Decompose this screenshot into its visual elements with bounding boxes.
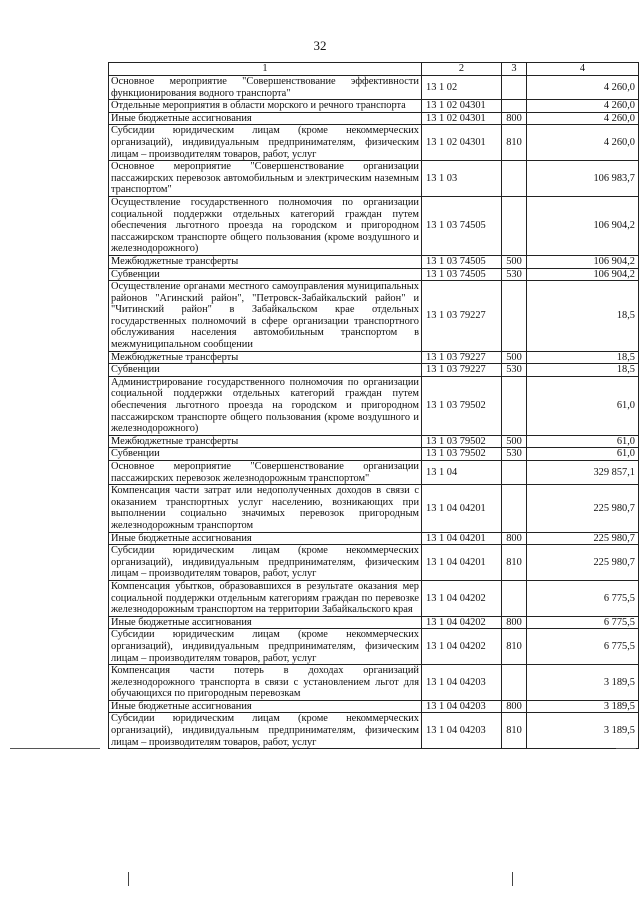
scan-margin-mark-left	[10, 748, 100, 749]
row-code-cell: 13 1 04 04203	[422, 665, 502, 701]
row-name-cell: Отдельные мероприятия в области морского и речного транспорта	[109, 100, 422, 113]
budget-table	[108, 62, 639, 749]
row-type-cell: 810	[502, 629, 527, 665]
row-type-cell: 800	[502, 112, 527, 125]
row-amount-cell: 4 260,0	[527, 125, 639, 161]
row-name-cell: Осуществление государственного полномочия по организации социальной поддержки отдельных категорий граждан путем обеспечения льготного проезда на городском и пригородном пассажирском транспорте общего пользования (кроме воздушного и железнодорожного)	[109, 196, 422, 255]
header-col-code: 2	[422, 63, 502, 76]
table-body	[109, 76, 639, 749]
row-name-cell: Иные бюджетные ассигнования	[109, 532, 422, 545]
page-number: 32	[313, 38, 327, 53]
row-type-cell: 800	[502, 616, 527, 629]
table-row	[109, 665, 639, 701]
table-row	[109, 700, 639, 713]
row-name-cell: Субсидии юридическим лицам (кроме некоммерческих организаций), индивидуальным предпринимателям, физическим лицам – производителям товаров, работ, услуг	[109, 125, 422, 161]
row-amount-cell: 225 980,7	[527, 545, 639, 581]
scan-margin-mark-right	[616, 748, 636, 749]
row-type-cell	[502, 580, 527, 616]
row-code-cell: 13 1 03	[422, 161, 502, 197]
row-name-cell: Межбюджетные трансферты	[109, 435, 422, 448]
row-code-cell: 13 1 02	[422, 76, 502, 100]
table-row	[109, 616, 639, 629]
row-type-cell: 800	[502, 532, 527, 545]
row-amount-cell: 225 980,7	[527, 532, 639, 545]
table-row	[109, 112, 639, 125]
row-code-cell: 13 1 04 04203	[422, 713, 502, 749]
row-amount-cell: 4 260,0	[527, 100, 639, 113]
row-amount-cell: 4 260,0	[527, 112, 639, 125]
row-code-cell: 13 1 03 79502	[422, 435, 502, 448]
row-amount-cell: 106 983,7	[527, 161, 639, 197]
row-code-cell: 13 1 02 04301	[422, 112, 502, 125]
table-row	[109, 545, 639, 581]
table-row	[109, 629, 639, 665]
row-amount-cell: 18,5	[527, 364, 639, 377]
row-name-cell: Компенсация части потерь в доходах организаций железнодорожного транспорта в связи с установлением льгот для обучающихся по пригородным перевозкам	[109, 665, 422, 701]
row-code-cell: 13 1 03 79227	[422, 351, 502, 364]
row-amount-cell: 6 775,5	[527, 580, 639, 616]
row-amount-cell: 3 189,5	[527, 700, 639, 713]
table-row	[109, 713, 639, 749]
row-amount-cell: 3 189,5	[527, 713, 639, 749]
row-type-cell	[502, 100, 527, 113]
scan-tick-right	[512, 872, 513, 886]
row-code-cell: 13 1 03 74505	[422, 255, 502, 268]
row-code-cell: 13 1 03 74505	[422, 196, 502, 255]
table-row	[109, 532, 639, 545]
row-amount-cell: 225 980,7	[527, 485, 639, 532]
row-name-cell: Субсидии юридическим лицам (кроме некоммерческих организаций), индивидуальным предпринимателям, физическим лицам – производителям товаров, работ, услуг	[109, 713, 422, 749]
row-type-cell	[502, 281, 527, 352]
row-type-cell	[502, 665, 527, 701]
scan-tick-left	[128, 872, 129, 886]
row-name-cell: Субвенции	[109, 448, 422, 461]
table-row	[109, 461, 639, 485]
row-type-cell: 810	[502, 545, 527, 581]
row-amount-cell: 61,0	[527, 376, 639, 435]
table-row	[109, 161, 639, 197]
row-name-cell: Компенсация убытков, образовавшихся в результате оказания мер социальной поддержки отдельным категориям граждан по перевозке железнодорожным транспортом на территории Забайкальского края	[109, 580, 422, 616]
row-code-cell: 13 1 04 04202	[422, 580, 502, 616]
row-type-cell: 500	[502, 351, 527, 364]
row-code-cell: 13 1 04 04201	[422, 485, 502, 532]
table-row	[109, 125, 639, 161]
row-type-cell	[502, 161, 527, 197]
row-name-cell: Компенсация части затрат или недополученных доходов в связи с оказанием транспортных услуг населению, возникающих при выполнении социально значимых перевозок пригородным железнодорожным транспортом	[109, 485, 422, 532]
row-name-cell: Иные бюджетные ассигнования	[109, 700, 422, 713]
row-type-cell	[502, 376, 527, 435]
row-amount-cell: 61,0	[527, 435, 639, 448]
table-row	[109, 100, 639, 113]
table-row	[109, 580, 639, 616]
row-name-cell: Осуществление органами местного самоуправления муниципальных районов "Агинский район", "Петровск-Забайкальский район" и "Читинский район" в Забайкальском крае отдельных государственных полномочий в сфере организации транспортного обслуживания населения автомобильным транспортом в межмуниципальном сообщении	[109, 281, 422, 352]
row-name-cell: Субсидии юридическим лицам (кроме некоммерческих организаций), индивидуальным предпринимателям, физическим лицам – производителям товаров, работ, услуг	[109, 629, 422, 665]
row-amount-cell: 6 775,5	[527, 629, 639, 665]
row-amount-cell: 18,5	[527, 351, 639, 364]
row-type-cell	[502, 196, 527, 255]
row-code-cell: 13 1 03 79502	[422, 376, 502, 435]
header-col-amount: 4	[527, 63, 639, 76]
row-type-cell: 530	[502, 364, 527, 377]
row-type-cell: 530	[502, 268, 527, 281]
row-type-cell: 500	[502, 435, 527, 448]
row-amount-cell: 4 260,0	[527, 76, 639, 100]
row-code-cell: 13 1 03 79227	[422, 364, 502, 377]
table-row	[109, 281, 639, 352]
row-type-cell: 810	[502, 713, 527, 749]
row-type-cell	[502, 485, 527, 532]
row-code-cell: 13 1 04	[422, 461, 502, 485]
row-name-cell: Администрирование государственного полномочия по организации социальной поддержки отдельных категорий граждан путем обеспечения льготного проезда на городском и пригородном пассажирском транспорте общего пользования (кроме воздушного и железнодорожного)	[109, 376, 422, 435]
row-amount-cell: 61,0	[527, 448, 639, 461]
row-code-cell: 13 1 03 74505	[422, 268, 502, 281]
row-type-cell	[502, 461, 527, 485]
row-type-cell: 810	[502, 125, 527, 161]
row-amount-cell: 329 857,1	[527, 461, 639, 485]
row-amount-cell: 106 904,2	[527, 196, 639, 255]
row-code-cell: 13 1 02 04301	[422, 125, 502, 161]
row-amount-cell: 106 904,2	[527, 255, 639, 268]
row-name-cell: Субвенции	[109, 364, 422, 377]
row-name-cell: Субвенции	[109, 268, 422, 281]
row-name-cell: Основное мероприятие "Совершенствование организации пассажирских перевозок автомобильным и электрическим наземным транспортом"	[109, 161, 422, 197]
header-col-name: 1	[109, 63, 422, 76]
row-amount-cell: 6 775,5	[527, 616, 639, 629]
row-code-cell: 13 1 03 79227	[422, 281, 502, 352]
row-amount-cell: 3 189,5	[527, 665, 639, 701]
row-code-cell: 13 1 04 04201	[422, 545, 502, 581]
table-row	[109, 376, 639, 435]
row-code-cell: 13 1 03 79502	[422, 448, 502, 461]
row-name-cell: Основное мероприятие "Совершенствование организации пассажирских перевозок железнодорожным транспортом"	[109, 461, 422, 485]
table-row	[109, 364, 639, 377]
row-type-cell: 800	[502, 700, 527, 713]
row-type-cell: 500	[502, 255, 527, 268]
table-row	[109, 435, 639, 448]
header-col-type: 3	[502, 63, 527, 76]
row-code-cell: 13 1 04 04201	[422, 532, 502, 545]
row-type-cell: 530	[502, 448, 527, 461]
row-code-cell: 13 1 04 04202	[422, 629, 502, 665]
row-amount-cell: 18,5	[527, 281, 639, 352]
table-row	[109, 448, 639, 461]
row-type-cell	[502, 76, 527, 100]
table-row	[109, 255, 639, 268]
table-row	[109, 351, 639, 364]
table-row	[109, 485, 639, 532]
row-name-cell: Межбюджетные трансферты	[109, 255, 422, 268]
row-name-cell: Субсидии юридическим лицам (кроме некоммерческих организаций), индивидуальным предпринимателям, физическим лицам – производителям товаров, работ, услуг	[109, 545, 422, 581]
row-name-cell: Иные бюджетные ассигнования	[109, 616, 422, 629]
row-name-cell: Иные бюджетные ассигнования	[109, 112, 422, 125]
table-row	[109, 196, 639, 255]
row-name-cell: Межбюджетные трансферты	[109, 351, 422, 364]
row-amount-cell: 106 904,2	[527, 268, 639, 281]
row-code-cell: 13 1 02 04301	[422, 100, 502, 113]
row-name-cell: Основное мероприятие "Совершенствование эффективности функционирования водного транспорта"	[109, 76, 422, 100]
row-code-cell: 13 1 04 04202	[422, 616, 502, 629]
table-row	[109, 76, 639, 100]
table-header-row	[109, 63, 639, 76]
table-row	[109, 268, 639, 281]
row-code-cell: 13 1 04 04203	[422, 700, 502, 713]
